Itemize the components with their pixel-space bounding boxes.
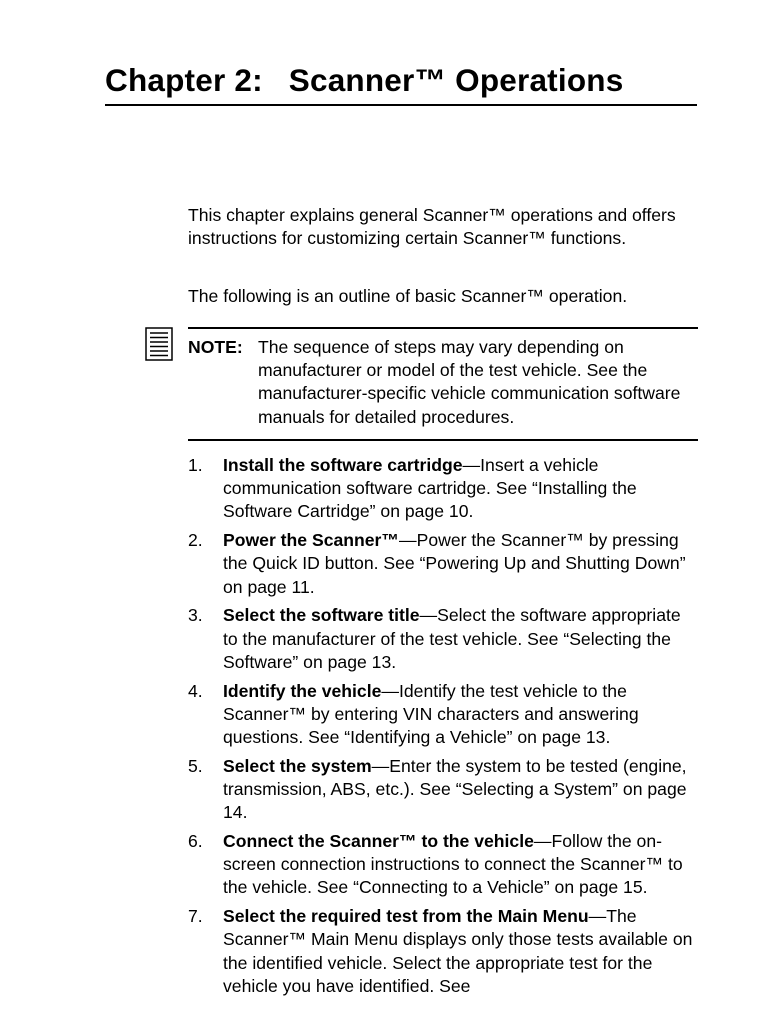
outline-paragraph <box>188 285 698 308</box>
step-text: —Power the Scanner™ by pressing the Quick ID button. See “Powering Up and Shutting Down” on page 11. <box>223 530 686 597</box>
step-content <box>223 529 698 599</box>
step-text: —Follow the on-screen connection instructions to connect the Scanner™ to the vehicle. See “Connecting to a Vehicle” on page 15. <box>223 831 683 898</box>
step-text: —The Scanner™ Main Menu displays only those tests available on the identified vehicle. Select the appropriate test for the vehicle you have identified. See <box>223 906 693 996</box>
step-item <box>188 604 698 674</box>
step-item <box>188 755 698 825</box>
intro-paragraph <box>188 204 698 250</box>
step-number: 4. <box>188 680 203 701</box>
step-content <box>223 454 698 524</box>
note-box <box>188 327 698 441</box>
step-content <box>223 755 698 825</box>
note-text: The sequence of steps may vary depending on manufacturer or model of the test vehicle. See the manufacturer-specific vehicle communication software manuals for detailed procedures. <box>258 337 681 427</box>
intro-text: This chapter explains general Scanner™ operations and offers instructions for customizing certain Scanner™ functions. <box>188 205 676 249</box>
step-number: 2. <box>188 530 203 551</box>
step-title: Select the system <box>223 755 372 776</box>
note-label: NOTE: <box>188 337 243 357</box>
step-text: —Identify the test vehicle to the Scanner™ by entering VIN characters and answering questions. See “Identifying a Vehicle” on page 13. <box>223 680 639 748</box>
chapter-title <box>105 60 697 106</box>
step-item <box>188 830 698 900</box>
step-title: Identify the vehicle <box>223 680 382 701</box>
step-title: Connect the Scanner™ to the vehicle <box>223 831 534 852</box>
step-item <box>188 680 698 750</box>
step-text: —Insert a vehicle communication software cartridge. See “Installing the Software Cartridge” on page 10. <box>223 455 637 522</box>
step-title: Power the Scanner™ <box>223 530 399 551</box>
step-title: Install the software cartridge <box>223 455 463 475</box>
step-item <box>188 905 698 998</box>
step-number: 5. <box>188 755 203 776</box>
step-item <box>188 454 698 524</box>
step-number: 7. <box>188 906 203 927</box>
step-title: Select the required test from the Main Menu <box>223 906 589 927</box>
step-number: 1. <box>188 455 203 475</box>
step-text: —Enter the system to be tested (engine, transmission, ABS, etc.). See “Selecting a System” on page 14. <box>223 755 687 823</box>
step-title: Select the software title <box>223 605 420 626</box>
step-text: —Select the software appropriate to the manufacturer of the test vehicle. See “Selecting the Software” on page 13. <box>223 605 681 672</box>
step-content <box>223 604 698 674</box>
steps-list <box>188 454 698 1004</box>
step-content <box>223 830 698 900</box>
step-content <box>223 680 698 750</box>
step-number: 6. <box>188 831 203 852</box>
step-number: 3. <box>188 605 203 626</box>
step-content <box>223 905 698 998</box>
step-item <box>188 529 698 599</box>
chapter-number: Chapter 2: <box>105 62 263 98</box>
chapter-name: Scanner™ Operations <box>288 62 624 98</box>
outline-text: The following is an outline of basic Scanner™ operation. <box>188 286 628 306</box>
note-icon <box>145 327 173 361</box>
